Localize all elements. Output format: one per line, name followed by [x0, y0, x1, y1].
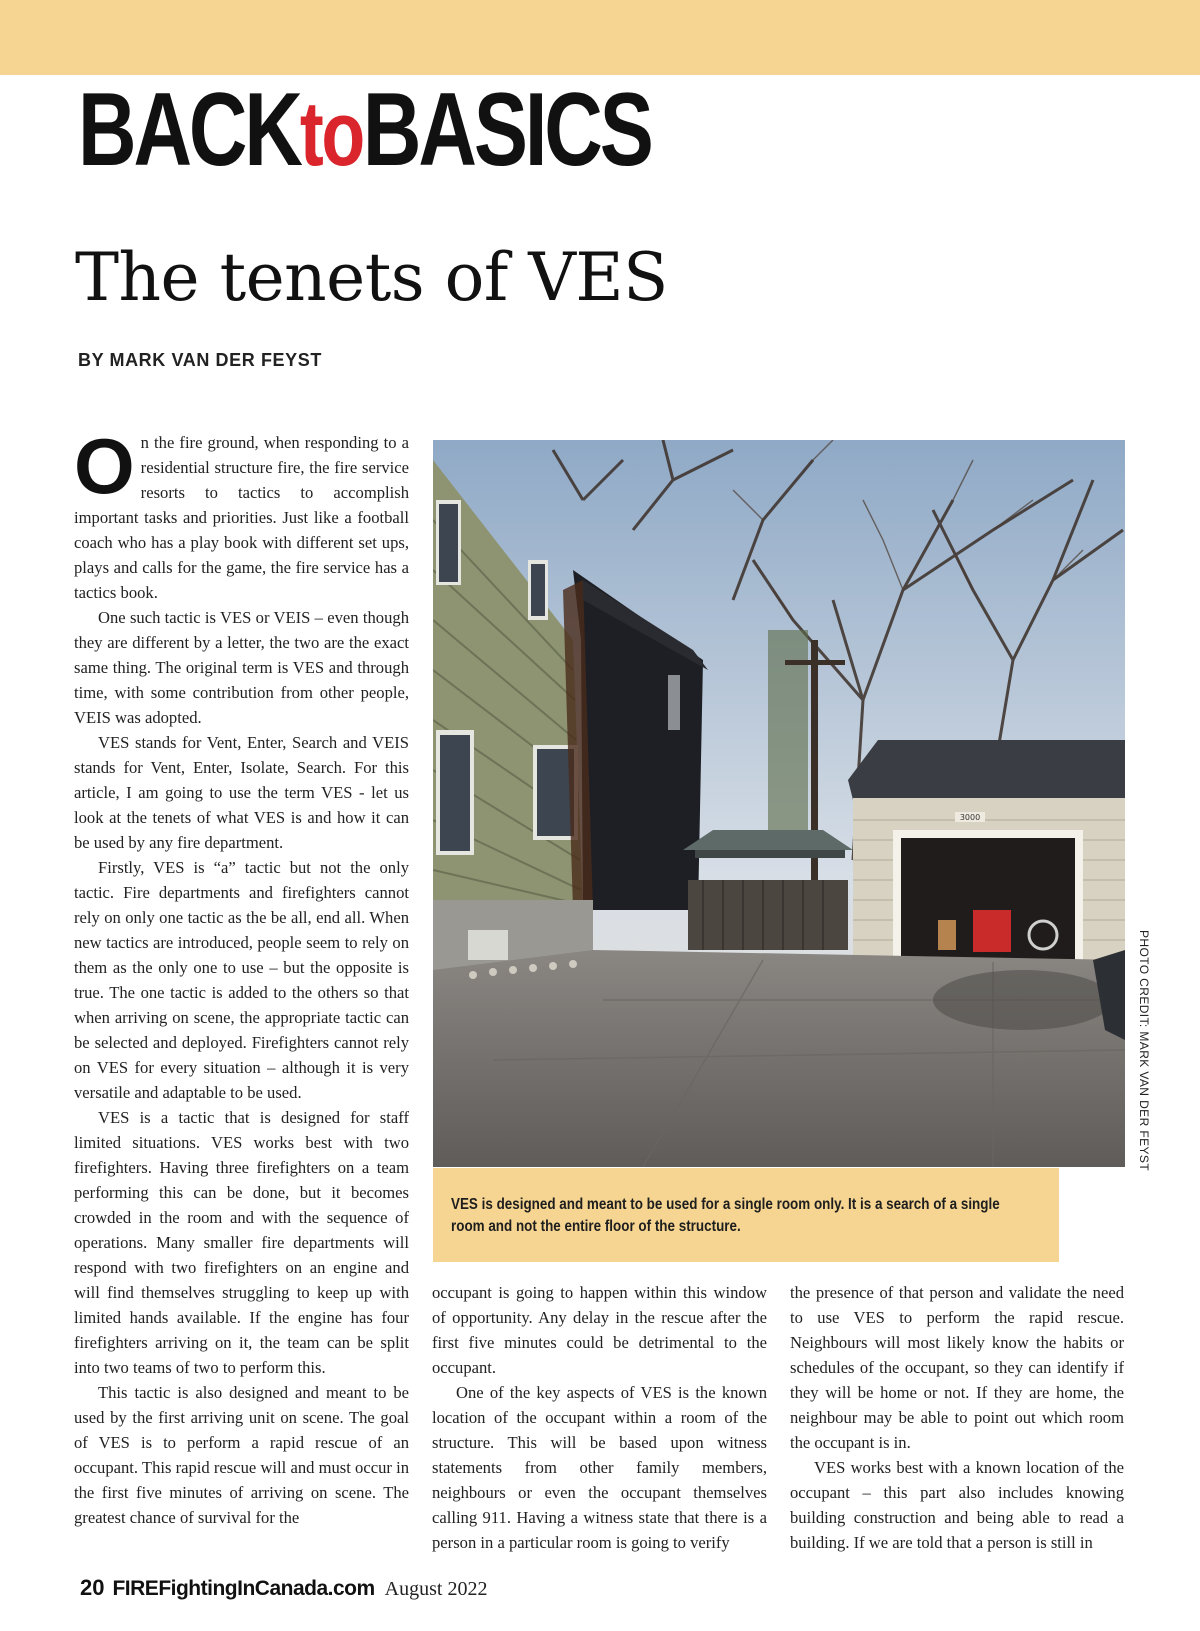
- photo-credit: [1133, 930, 1151, 1170]
- paragraph: This tactic is also designed and meant to be used by the first arriving unit on scene. The goal of VES is to perform a rapid rescue of an occupant. This rapid rescue will and must occur in the first five minutes of arriving on scene. The greatest chance of survival for the: [74, 1383, 409, 1527]
- section-logo-basics: BASICS: [362, 72, 651, 188]
- paragraph: One of the key aspects of VES is the known location of the occupant within a room of the structure. This will be based upon witness statements from other family members, neighbours or even the occupant themselves calling 911. Having a witness state that there is a person in a particular room is going to verify: [432, 1383, 767, 1552]
- paragraph: the presence of that person and validate the need to use VES to perform the rapid rescue. Neighbours will most likely know the habits or schedules of the occupant, so they can identify if they will be home or not. If they are home, the neighbour may be able to point out which room the occupant is in.: [790, 1283, 1124, 1452]
- footer-date: August 2022: [384, 1578, 488, 1600]
- garage-house-number: 3000: [959, 813, 981, 822]
- byline: BY MARK VAN DER FEYST: [78, 350, 322, 370]
- article-column-3: [790, 1280, 1124, 1555]
- drop-cap: O: [74, 422, 135, 510]
- article-column-2: [432, 1280, 767, 1555]
- article-title: The tenets of VES: [75, 239, 668, 316]
- photo-caption-box: [433, 1168, 1059, 1262]
- article-column-1: [74, 422, 409, 1530]
- paragraph: VES stands for Vent, Enter, Search and VEIS stands for Vent, Enter, Isolate, Search. For this article, I am going to use the term VES - let us look at the tenets of what VES is and how it can be used by any fire department.: [74, 733, 409, 852]
- section-logo: [78, 72, 651, 188]
- paragraph: occupant is going to happen within this window of opportunity. Any delay in the rescue after the first five minutes could be detrimental to the occupant.: [432, 1283, 767, 1377]
- footer-site: FIREFightingInCanada.com: [112, 1577, 375, 1600]
- top-color-band: [0, 0, 1200, 75]
- photo-caption: VES is designed and meant to be used for a single room only. It is a search of a single room and not the entire floor of the structure.: [451, 1196, 1000, 1235]
- paragraph-text: n the fire ground, when responding to a residential structure fire, the fire service resorts to tactics to accomplish important tasks and priorities. Just like a football coach who has a play book with different set ups, plays and calls for the game, the fire service has a tactics book.: [74, 433, 409, 602]
- page-footer: [80, 1575, 487, 1601]
- paragraph: Firstly, VES is “a” tactic but not the only tactic. Fire departments and firefighters cannot rely on only one tactic as the be all, end all. When new tactics are introduced, people seem to rely on them as the only one to use – but the opposite is true. The one tactic is added to the others so that when arriving on scene, the appropriate tactic can be selected and deployed. Firefighters cannot rely on VES for every situation – although it is very versatile and adaptable to be used.: [74, 858, 409, 1102]
- page-number: 20: [80, 1575, 105, 1600]
- paragraph: [74, 422, 409, 605]
- fire-damaged-house-photo: [433, 440, 1125, 1167]
- section-logo-to: to: [299, 83, 363, 185]
- paragraph: One such tactic is VES or VEIS – even though they are different by a letter, the two are the exact same thing. The original term is VES and through time, with some contribution from other people, VEIS was adopted.: [74, 608, 409, 727]
- paragraph: VES is a tactic that is designed for staff limited situations. VES works best with two firefighters. Having three firefighters on a team performing this can be done, but it becomes crowded in the room and with the sequence of operations. Many smaller fire departments will respond with two firefighters on an engine and will find themselves struggling to keep up with limited hands available. If the engine has four firefighters arriving on it, the team can be split into two teams of two to perform this.: [74, 1108, 409, 1377]
- photo-credit-text: PHOTO CREDIT: MARK VAN DER FEYST: [1137, 930, 1151, 1172]
- section-logo-back: BACK: [78, 72, 300, 188]
- article-photo: [433, 440, 1125, 1167]
- paragraph: VES works best with a known location of the occupant – this part also includes knowing building construction and being able to read a building. If we are told that a person is still in: [790, 1458, 1124, 1552]
